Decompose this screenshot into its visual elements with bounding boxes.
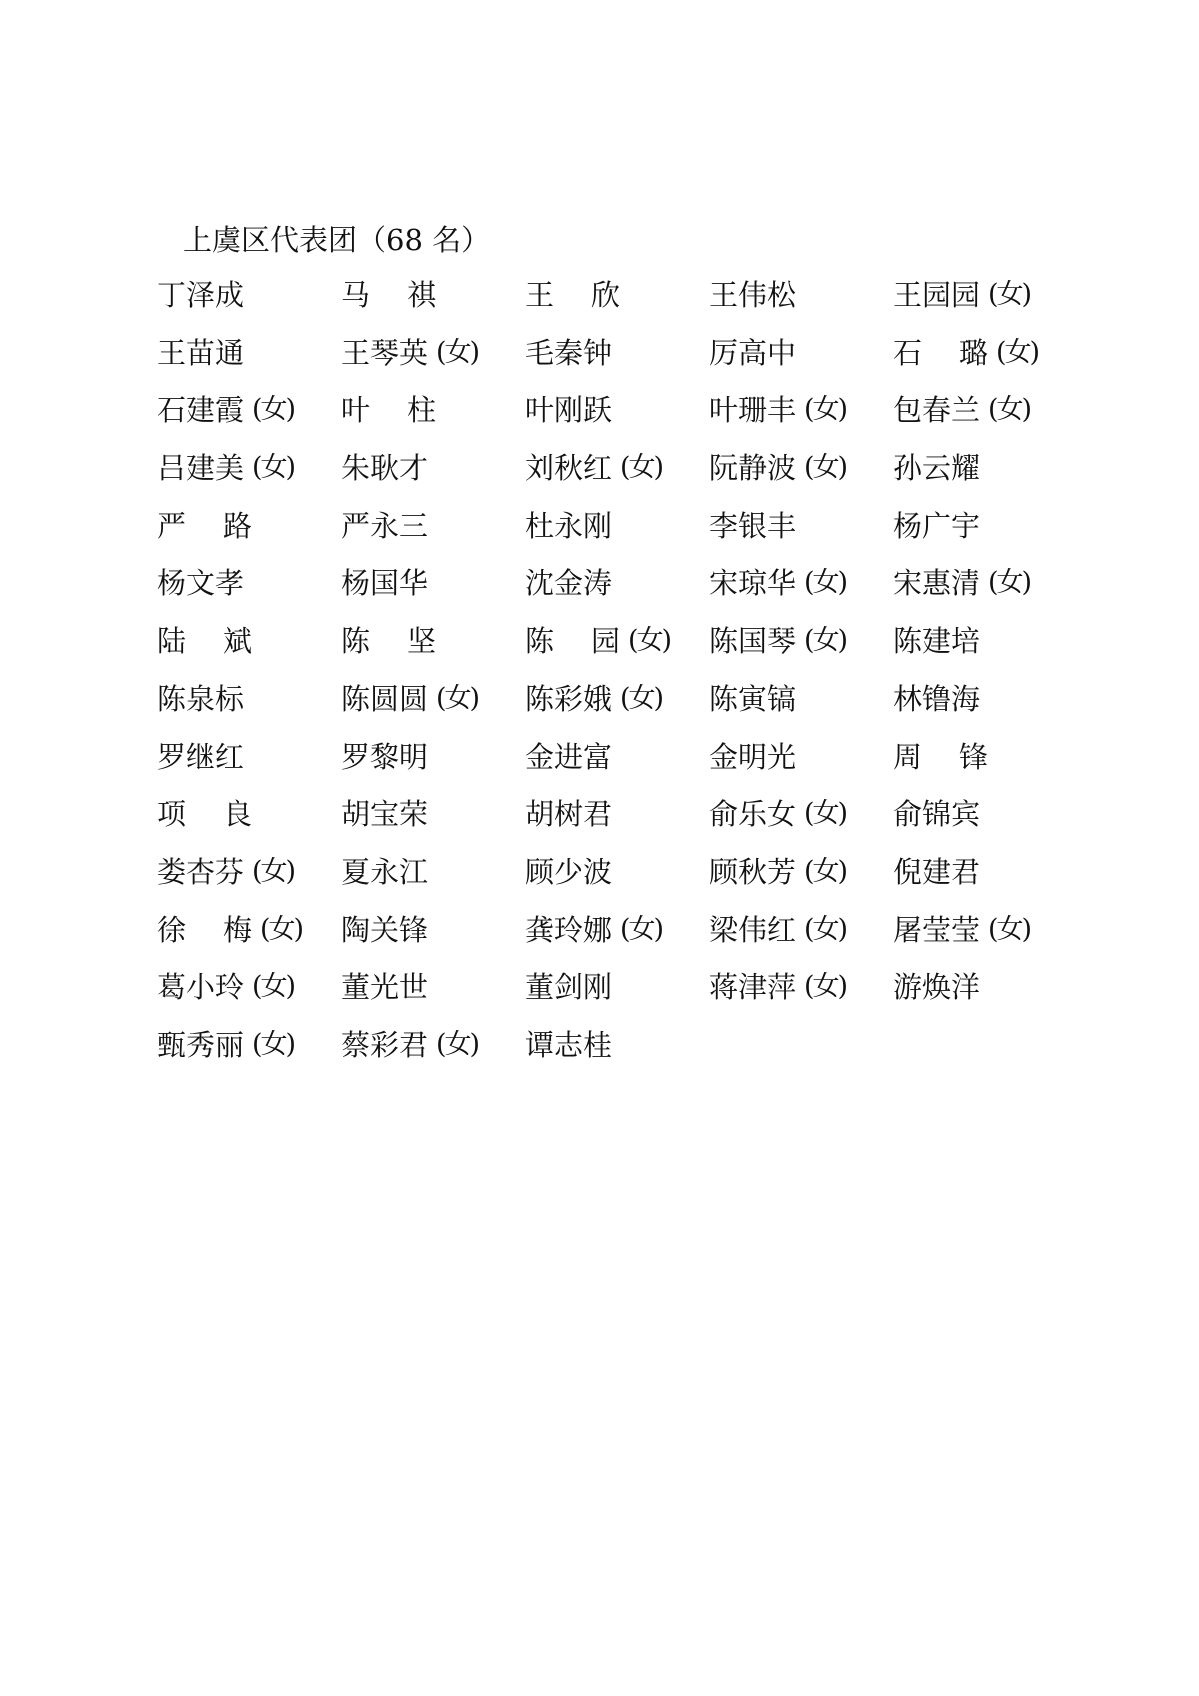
delegate-name-text: 王园园	[893, 278, 981, 312]
female-marker: (女)	[988, 279, 1031, 310]
female-marker: (女)	[252, 1028, 295, 1060]
delegate-name	[341, 681, 525, 739]
delegate-name-text: 陈泉标	[157, 681, 245, 716]
female-marker: (女)	[804, 625, 847, 657]
delegate-name-text: 杨文孝	[157, 566, 245, 601]
female-marker: (女)	[252, 452, 295, 484]
delegate-name-text: 叶刚跃	[525, 393, 613, 428]
delegate-name-text: 严 路	[157, 508, 252, 543]
delegate-name-text: 陈彩娥	[525, 681, 613, 716]
delegate-name-text: 俞锦宾	[893, 797, 981, 832]
delegate-name	[157, 565, 341, 623]
delegate-name	[157, 508, 341, 566]
delegate-name	[709, 681, 893, 739]
delegate-name-text: 周 锋	[893, 739, 988, 774]
delegate-name	[525, 623, 709, 681]
delegate-name-text: 吕建美	[157, 451, 245, 486]
delegate-name	[525, 450, 709, 508]
delegate-name	[893, 681, 1077, 739]
delegate-name-text: 王伟松	[709, 278, 797, 312]
delegate-name	[157, 1027, 341, 1085]
delegate-name-text: 项 良	[157, 797, 252, 832]
delegate-name	[709, 796, 893, 854]
female-marker: (女)	[628, 625, 671, 657]
delegate-name	[525, 969, 709, 1027]
delegate-name-text: 马 祺	[341, 278, 436, 312]
delegate-name	[893, 912, 1077, 970]
delegate-name-text: 金明光	[709, 739, 797, 774]
delegate-name-text: 顾秋芳	[709, 854, 797, 889]
female-marker: (女)	[804, 971, 847, 1003]
delegate-name	[709, 739, 893, 797]
delegate-name-text: 屠莹莹	[893, 912, 981, 947]
delegate-name-text: 厉高中	[709, 335, 797, 370]
delegate-name-text: 叶珊丰	[709, 393, 797, 428]
female-marker: (女)	[436, 336, 479, 368]
delegate-name-text: 杨国华	[341, 566, 429, 601]
delegate-name	[893, 335, 1077, 393]
delegate-name-text: 陆 斌	[157, 624, 252, 659]
delegate-name-text: 夏永江	[341, 854, 429, 889]
delegate-name-text: 葛小玲	[157, 970, 245, 1005]
delegate-name-text: 胡宝荣	[341, 797, 429, 832]
delegate-name-text: 宋琼华	[709, 566, 797, 601]
female-marker: (女)	[252, 855, 295, 887]
delegate-name	[157, 912, 341, 970]
delegate-name	[341, 623, 525, 681]
female-marker: (女)	[996, 336, 1039, 368]
delegate-name-grid	[157, 277, 1077, 1085]
delegate-name	[525, 854, 709, 912]
delegate-name	[709, 392, 893, 450]
delegate-name	[525, 912, 709, 970]
delegate-name	[157, 681, 341, 739]
female-marker: (女)	[988, 913, 1031, 945]
delegate-name	[893, 623, 1077, 681]
delegate-name	[525, 565, 709, 623]
female-marker: (女)	[252, 394, 295, 426]
delegate-name	[893, 392, 1077, 450]
delegate-name-text: 毛秦钟	[525, 335, 613, 370]
delegate-name-text: 甄秀丽	[157, 1027, 245, 1062]
delegate-name-text: 金进富	[525, 739, 613, 774]
delegate-name-text: 王琴英	[341, 335, 429, 370]
delegate-name-text: 宋惠清	[893, 566, 981, 601]
female-marker: (女)	[260, 913, 303, 945]
delegate-name	[525, 277, 709, 335]
delegate-name	[341, 796, 525, 854]
female-marker: (女)	[436, 682, 479, 714]
female-marker: (女)	[804, 913, 847, 945]
delegate-name-text: 丁泽成	[157, 278, 245, 312]
delegate-name-text: 梁伟红	[709, 912, 797, 947]
delegate-name	[341, 565, 525, 623]
delegate-name-text: 刘秋红	[525, 451, 613, 486]
female-marker: (女)	[804, 798, 847, 830]
delegate-name	[709, 565, 893, 623]
delegate-name	[709, 450, 893, 508]
delegate-name-text: 孙云耀	[893, 451, 981, 486]
delegation-heading: 上虞区代表团（68 名）	[183, 223, 491, 257]
delegate-name	[893, 854, 1077, 912]
delegate-name	[341, 1027, 525, 1085]
female-marker: (女)	[620, 682, 663, 714]
delegate-name-text: 陈 园	[525, 624, 620, 659]
delegate-name	[525, 796, 709, 854]
delegate-name	[525, 1027, 709, 1085]
delegate-name	[709, 335, 893, 393]
delegate-name	[709, 969, 893, 1027]
delegate-name	[525, 681, 709, 739]
delegate-name-text: 罗继红	[157, 739, 245, 774]
delegate-name	[709, 277, 893, 335]
delegate-name	[893, 277, 1077, 335]
delegate-name-text: 龚玲娜	[525, 912, 613, 947]
delegate-name	[709, 508, 893, 566]
delegate-name	[157, 969, 341, 1027]
delegate-name-text: 俞乐女	[709, 797, 797, 832]
delegate-name	[157, 277, 341, 335]
delegate-name	[709, 623, 893, 681]
female-marker: (女)	[804, 855, 847, 887]
delegate-name-text: 娄杏芬	[157, 854, 245, 889]
female-marker: (女)	[620, 913, 663, 945]
delegate-name-text: 王 欣	[525, 278, 620, 312]
delegate-name	[893, 508, 1077, 566]
female-marker: (女)	[804, 394, 847, 426]
delegate-name	[341, 450, 525, 508]
delegate-name	[341, 739, 525, 797]
female-marker: (女)	[620, 452, 663, 484]
delegate-name	[157, 739, 341, 797]
delegate-name-text: 罗黎明	[341, 739, 429, 774]
female-marker: (女)	[988, 567, 1031, 599]
delegate-name	[157, 796, 341, 854]
delegate-name-text: 徐 梅	[157, 912, 252, 947]
delegate-name-text: 蒋津萍	[709, 970, 797, 1005]
delegate-name-text: 叶 柱	[341, 393, 436, 428]
delegate-name	[341, 508, 525, 566]
delegate-name-text: 包春兰	[893, 393, 981, 428]
delegate-name-text: 杜永刚	[525, 508, 613, 543]
delegate-name-text: 杨广宇	[893, 508, 981, 543]
delegate-name-text: 林镥海	[893, 681, 981, 716]
delegate-name	[893, 739, 1077, 797]
delegate-name-text: 朱耿才	[341, 451, 429, 486]
delegate-name-text: 严永三	[341, 508, 429, 543]
female-marker: (女)	[804, 452, 847, 484]
delegate-name-text: 游焕洋	[893, 970, 981, 1005]
delegate-name	[893, 969, 1077, 1027]
delegate-name	[525, 392, 709, 450]
delegate-name-text: 陈寅镐	[709, 681, 797, 716]
delegate-name	[341, 969, 525, 1027]
delegate-name	[525, 335, 709, 393]
delegate-name	[525, 739, 709, 797]
delegate-name	[525, 508, 709, 566]
delegate-name	[157, 623, 341, 681]
delegate-name	[709, 854, 893, 912]
delegate-name-text: 陈 坚	[341, 624, 436, 659]
delegate-name-text: 石建霞	[157, 393, 245, 428]
delegate-name-text: 王苗通	[157, 335, 245, 370]
delegate-name-text: 陶关锋	[341, 912, 429, 947]
delegate-name	[341, 392, 525, 450]
delegate-name-text: 石 璐	[893, 335, 988, 370]
delegate-name-text: 胡树君	[525, 797, 613, 832]
delegate-name	[157, 335, 341, 393]
delegate-name-text: 阮静波	[709, 451, 797, 486]
delegate-name	[341, 335, 525, 393]
delegate-name-text: 顾少波	[525, 854, 613, 889]
delegate-name	[709, 912, 893, 970]
delegate-name-text: 陈圆圆	[341, 681, 429, 716]
delegate-name-text: 蔡彩君	[341, 1027, 429, 1062]
delegate-name-text: 陈建培	[893, 624, 981, 659]
delegate-name	[341, 854, 525, 912]
female-marker: (女)	[252, 971, 295, 1003]
delegate-name-text: 倪建君	[893, 854, 981, 889]
delegate-name-text: 董光世	[341, 970, 429, 1005]
delegate-name-text: 沈金涛	[525, 566, 613, 601]
delegate-name	[157, 854, 341, 912]
delegate-name-text: 谭志桂	[525, 1027, 613, 1062]
delegate-name	[893, 450, 1077, 508]
delegate-name	[157, 392, 341, 450]
female-marker: (女)	[436, 1028, 479, 1060]
female-marker: (女)	[804, 567, 847, 599]
female-marker: (女)	[988, 394, 1031, 426]
delegate-name-text: 董剑刚	[525, 970, 613, 1005]
delegate-name	[157, 450, 341, 508]
delegate-name-text: 陈国琴	[709, 624, 797, 659]
delegate-name	[893, 565, 1077, 623]
delegate-name	[341, 277, 525, 335]
delegate-name	[341, 912, 525, 970]
delegate-name-text: 李银丰	[709, 508, 797, 543]
delegate-name	[893, 796, 1077, 854]
